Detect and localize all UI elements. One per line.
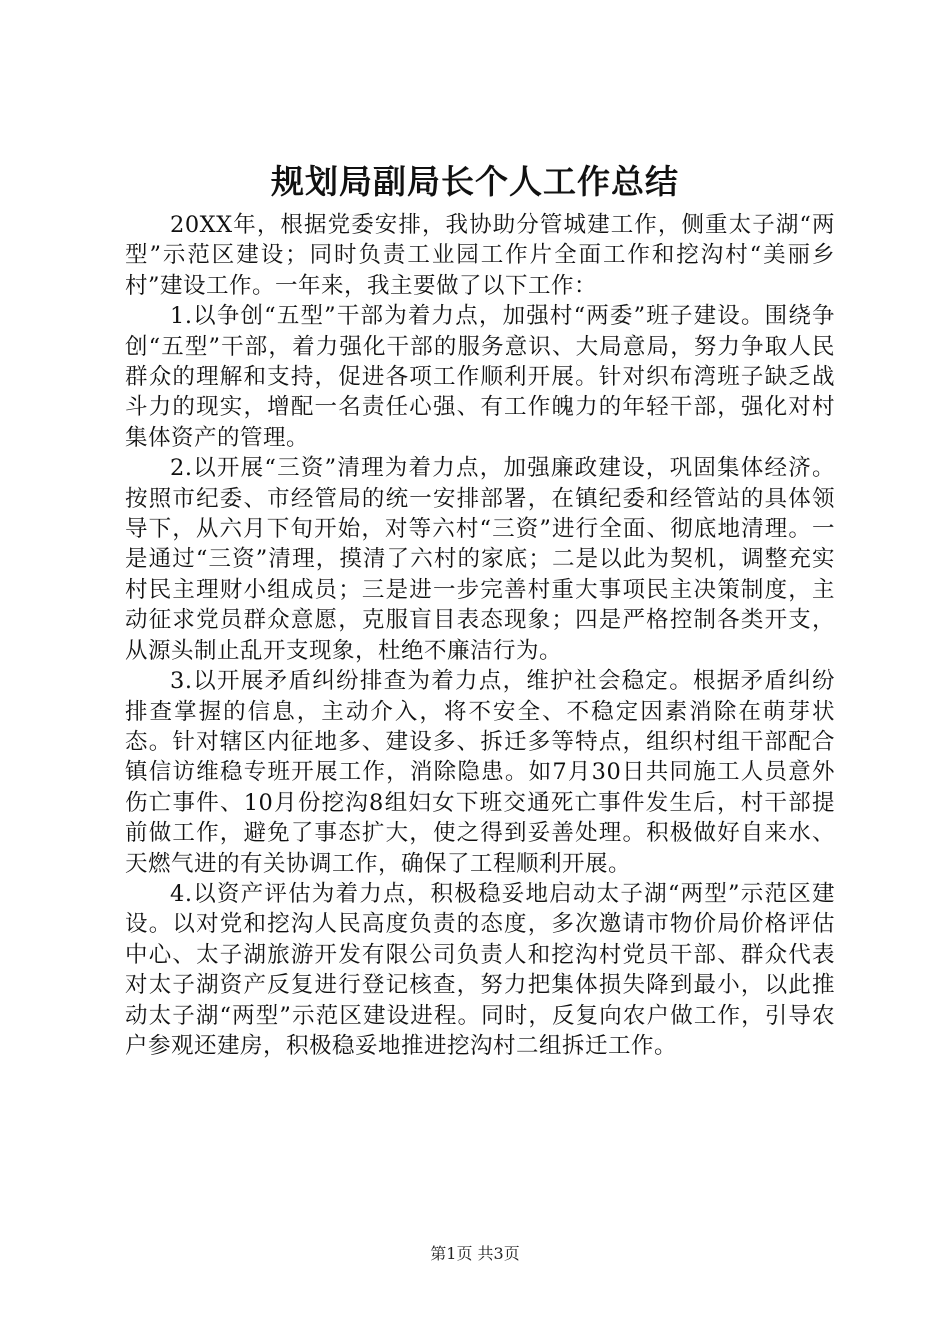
paragraph-item-1: 1.以争创“五型”干部为着力点，加强村“两委”班子建设。围绕争创“五型”干部，着力强化干部的服务意识、大局意局，努力争取人民群众的理解和支持，促进各项工作顺利开展。针对织布湾班子缺乏战斗力的现实，增配一名责任心强、有工作魄力的年轻干部，强化对村集体资产的管理。: [125, 303, 835, 451]
document-body: [125, 210, 835, 1061]
page-number-footer: 第1页 共3页: [430, 1244, 520, 1263]
paragraph-item-2: 2.以开展“三资”清理为着力点，加强廉政建设，巩固集体经济。按照市纪委、市经管局的统一安排部署，在镇纪委和经管站的具体领导下，从六月下旬开始，对等六村“三资”进行全面、彻底地清理。一是通过“三资”清理，摸清了六村的家底；二是以此为契机，调整充实村民主理财小组成员；三是进一步完善村重大事项民主决策制度，主动征求党员群众意愿，克服盲目表态现象；四是严格控制各类开支，从源头制止乱开支现象，杜绝不廉洁行为。: [125, 455, 835, 664]
document-title: 规划局副局长个人工作总结: [271, 162, 679, 201]
paragraph-item-3: 3.以开展矛盾纠纷排查为着力点，维护社会稳定。根据矛盾纠纷排查掌握的信息，主动介入，将不安全、不稳定因素消除在萌芽状态。针对辖区内征地多、建设多、拆迁多等特点，组织村组干部配合镇信访维稳专班开展工作，消除隐患。如7月30日共同施工人员意外伤亡事件、10月份挖沟8组妇女下班交通死亡事件发生后，村干部提前做工作，避免了事态扩大，使之得到妥善处理。积极做好自来水、天燃气进的有关协调工作，确保了工程顺利开展。: [125, 668, 835, 877]
paragraph-item-4: 4.以资产评估为着力点，积极稳妥地启动太子湖“两型”示范区建设。以对党和挖沟人民高度负责的态度，多次邀请市物价局价格评估中心、太子湖旅游开发有限公司负责人和挖沟村党员干部、群众代表对太子湖资产反复进行登记核查，努力把集体损失降到最小，以此推动太子湖“两型”示范区建设进程。同时，反复向农户做工作，引导农户参观还建房，积极稳妥地推进挖沟村二组拆迁工作。: [125, 880, 835, 1059]
paragraph-intro: 20XX年，根据党委安排，我协助分管城建工作，侧重太子湖“两型”示范区建设；同时负责工业园工作片全面工作和挖沟村“美丽乡村”建设工作。一年来，我主要做了以下工作：: [125, 212, 835, 299]
